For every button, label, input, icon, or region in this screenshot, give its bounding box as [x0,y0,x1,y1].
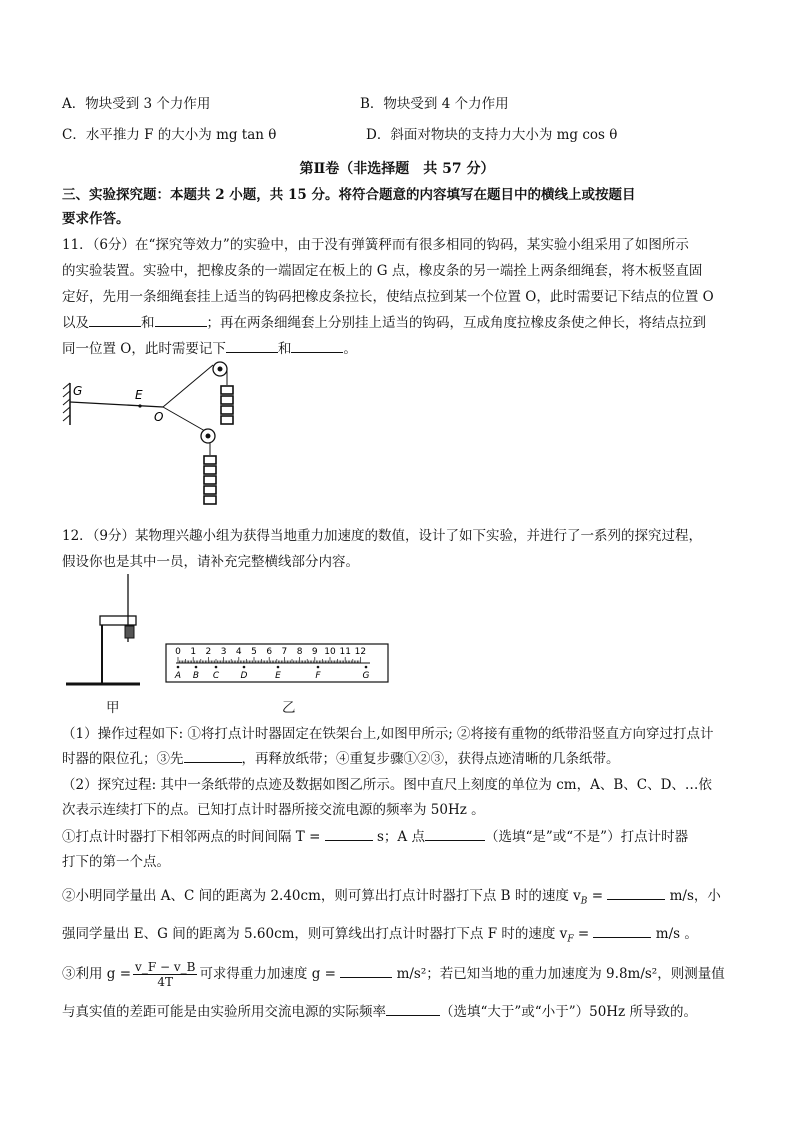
ruler-number: 7 [281,647,288,657]
section3-heading-line1: 三、实验探究题：本题共 2 小题，共 15 分。将符合题意的内容填写在题目中的横线上或按题目 [62,187,636,203]
wall-hatching [63,383,70,421]
q12-p1-line2 [62,747,620,767]
q12-text: （选填“是”或“不是”）打点计时器 [484,829,689,845]
label-yi: 乙 [282,700,296,716]
q12-text: m/s，小 [669,888,721,904]
q11-text: 和 [277,341,292,357]
q12-text: ①打点计时器打下相邻两点的时间间隔 T = [62,829,321,845]
q12-text: 强同学量出 E、G 间的距离为 5.60cm，则可算线出打点计时器打下点 F 时的速度 v [62,926,568,942]
q11-text: 同一位置 O，此时需要记下 [62,341,226,357]
tape-point-label: G [362,671,370,681]
q12-text: m/s 。 [655,926,698,942]
tape-dot [195,666,198,669]
q11-text: 和 [141,315,155,331]
q11-apparatus-figure [60,355,260,515]
fraction-denominator: 4T [157,975,174,989]
q11-line5 [62,337,357,357]
q12-blank-g[interactable] [340,965,392,978]
upper-pulley-hub [218,367,223,372]
section-title: 第Ⅱ卷（非选择题 共 57 分） [299,161,495,177]
q12-text: 时器的限位孔；③先 [62,751,184,767]
ruler-number: 6 [266,647,273,657]
figure-jia-iron-stand [62,572,152,692]
option-c: C．水平推力 F 的大小为 mg tan θ [62,127,277,143]
lower-pulley-hub [206,434,211,439]
tape-point-label: C [212,671,220,681]
q12-blank-period[interactable] [325,828,373,841]
q12-text: ②小明同学量出 A、C 间的距离为 2.40cm，则可算出打点计时器打下点 B 时的速度 v [62,888,581,904]
ruler-number: 1 [190,647,197,657]
q11-line4 [62,311,706,331]
string-lower [163,407,205,431]
point-e [138,404,141,407]
ruler-number: 9 [311,647,318,657]
q12-text: = [587,888,604,904]
q12-line1: 12．（9分）某物理兴趣小组为获得当地重力加速度的数值，设计了如下实验，并进行了一系列的探究过程， [62,528,703,544]
q12-p3-line2: 打下的第一个点。 [62,854,170,870]
q11-text: 。 [343,341,357,357]
ruler-number: 0 [175,647,181,657]
section3-heading-line2: 要求作答。 [62,211,130,227]
heavy-weight [125,626,134,638]
formula-fraction [133,960,197,989]
tape-dot [277,666,280,669]
upper-hooked-weights [221,386,233,424]
q11-line3: 定好，先用一条细绳套挂上适当的钩码把橡皮条拉长，使结点拉到某一个位置 O，此时需要记下结点的位置 O [62,289,714,305]
ruler-number: 3 [220,647,227,657]
q12-p6 [62,960,725,989]
tape-point-label: B [192,671,200,681]
q11-line2: 的实验装置。实验中，把橡皮条的一端固定在板上的 G 点，橡皮条的另一端拴上两条细绳套，将木板竖直固 [62,263,703,279]
tape-point-label: D [240,671,248,681]
tape-dot [317,666,320,669]
q11-text: 以及 [62,315,89,331]
q11-line1: 11．（6分）在“探究等效力”的实验中，由于没有弹簧秤而有很多相同的钩码，某实验小组采用了如图所示 [62,237,689,253]
subscript-f: F [567,934,574,945]
q12-text: ，再释放纸带；④重复步骤①②③，获得点迹清晰的几条纸带。 [241,751,620,767]
q12-p2-line1: （2）探究过程: 其中一条纸带的点迹及数据如图乙所示。图中直尺上刻度的单位为 cm，A、B、C、D、…依 [62,777,712,793]
q11-blank-3[interactable] [226,340,278,353]
figure-yi-ruler [160,640,400,688]
ruler-number: 2 [205,647,212,657]
label-e: E [135,388,143,402]
fraction-numerator: v_F − v_B [135,960,196,974]
q12-p7 [62,1000,697,1020]
label-jia: 甲 [106,700,120,716]
q12-line2: 假设你也是其中一员，请补充完整横线部分内容。 [62,554,359,570]
string-upper [163,365,213,407]
tape-point-label: E [275,671,281,681]
tape-point-label: F [315,671,321,681]
q11-blank-1[interactable] [89,314,141,327]
q12-p2-line2: 次表示连续打下的点。已知打点计时器所接交流电源的频率为 50Hz 。 [62,802,485,818]
option-a: A．物块受到 3 个力作用 [62,96,211,112]
q12-blank-vf[interactable] [593,925,651,938]
option-d: D．斜面对物块的支持力大小为 mg cos θ [366,127,618,143]
q12-text: s；A 点 [377,829,425,845]
label-g: G [73,384,83,398]
rubber-band [70,402,163,407]
timer-clamp [100,616,136,625]
q12-text: ③利用 g = [62,966,132,982]
ruler-number: 12 [354,647,367,657]
ruler-number: 4 [235,647,242,657]
q12-blank-vb[interactable] [607,887,665,900]
tape-dot [215,666,218,669]
q11-blank-2[interactable] [155,314,207,327]
q12-p1-line1: （1）操作过程如下: ①将打点计时器固定在铁架台上,如图甲所示; ②将接有重物的纸带沿竖直方向穿过打点计 [62,726,714,742]
q11-text: ；再在两条细绳套上分别挂上适当的钩码，互成角度拉橡皮条使之伸长，将结点拉到 [206,315,706,331]
q11-blank-4[interactable] [291,340,343,353]
ruler-number: 8 [296,647,303,657]
tape-point-label: A [174,671,182,681]
lower-hooked-weights [204,456,216,504]
tape-dot [243,666,246,669]
label-o: O [154,410,164,424]
tape-dot [177,666,180,669]
q12-blank-frequency[interactable] [386,1003,440,1016]
ruler-number: 10 [324,647,336,657]
q12-text: 可求得重力加速度 g = [199,966,336,982]
option-b: B．物块受到 4 个力作用 [360,96,509,112]
q12-blank-first-point[interactable] [425,828,485,841]
ruler-number: 11 [339,647,351,657]
ruler-number: 5 [251,647,257,657]
q12-blank-operation[interactable] [184,750,242,763]
q12-text: （选填“大于”或“小于”）50Hz 所导致的。 [440,1004,697,1020]
q12-p4 [62,884,721,907]
q12-text: 与真实值的差距可能是由实验所用交流电源的实际频率 [62,1004,386,1020]
q12-text: = [573,926,590,942]
tape-dot [365,666,368,669]
q12-text: m/s²；若已知当地的重力加速度为 9.8m/s²，则测量值 [396,966,725,982]
q12-p5 [62,922,698,945]
q12-p3-line1 [62,825,688,845]
subscript-b: B [580,896,588,907]
